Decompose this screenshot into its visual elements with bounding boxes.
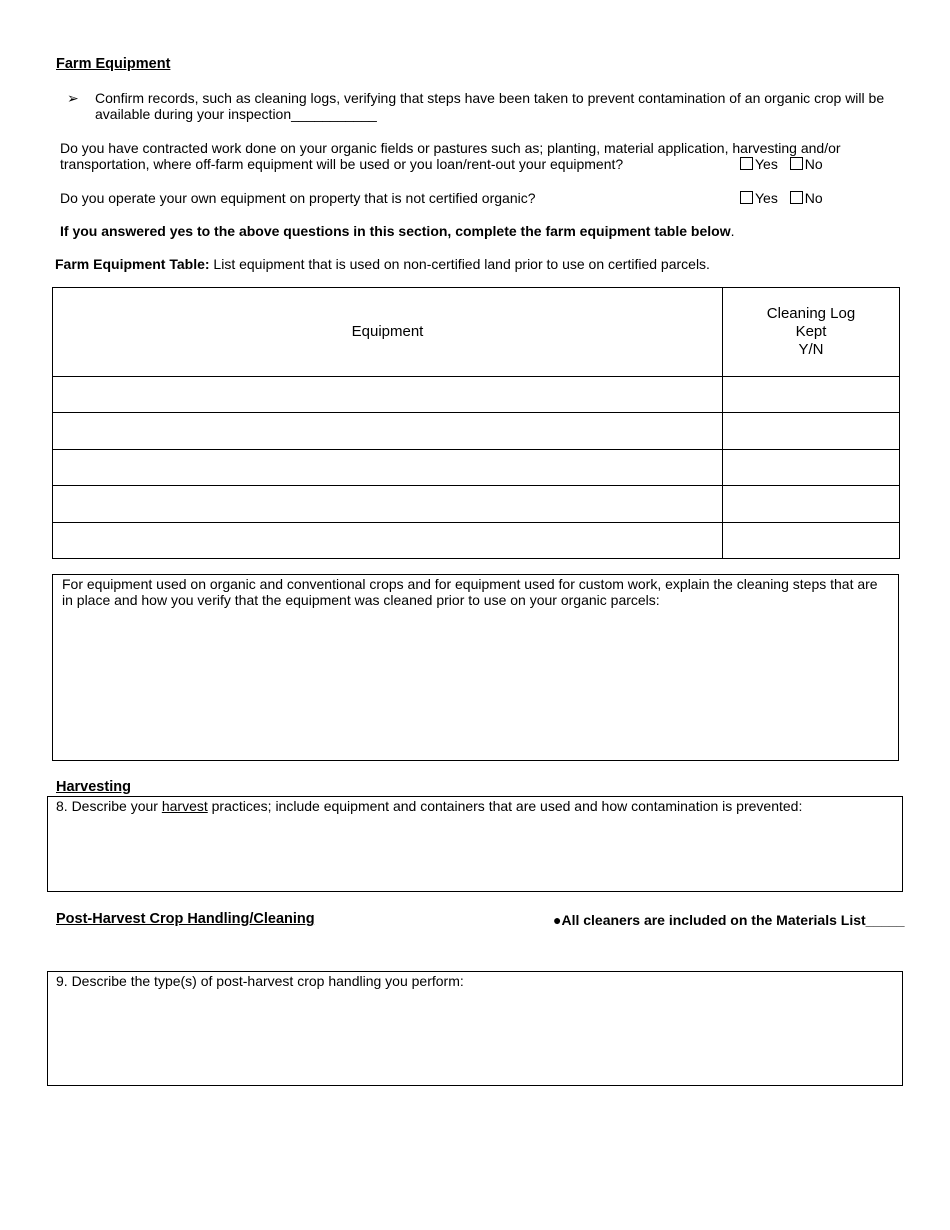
equipment-cell[interactable] <box>53 450 723 486</box>
instruction-bold: If you answered yes to the above questions in this section, complete the farm equipment table below <box>60 223 731 239</box>
table-row <box>53 450 900 486</box>
equipment-cell[interactable] <box>53 413 723 450</box>
instruction-text <box>60 223 734 239</box>
bullet-arrow-icon: ➢ <box>67 90 79 106</box>
section-heading-harvesting: Harvesting <box>56 779 131 795</box>
equipment-cell[interactable] <box>53 523 723 559</box>
yes-no-group-q2 <box>740 190 823 206</box>
yes-no-group-q1 <box>740 156 823 172</box>
harvest-practices-box[interactable] <box>47 796 903 892</box>
col-equipment-header: Equipment <box>53 288 723 377</box>
section-heading-post-harvest: Post-Harvest Crop Handling/Cleaning <box>56 911 315 927</box>
no-label: No <box>804 190 823 206</box>
cleaning-steps-box[interactable] <box>52 574 899 761</box>
post-harvest-handling-prompt: 9. Describe the type(s) of post-harvest crop handling you perform: <box>56 973 464 989</box>
q8-after: practices; include equipment and containers that are used and how contamination is prevented: <box>207 798 803 814</box>
section-heading-farm-equipment: Farm Equipment <box>56 56 171 72</box>
bullet-text: Confirm records, such as cleaning logs, verifying that steps have been taken to prevent contamination of an organic crop will be available during your inspection___________ <box>95 90 885 122</box>
no-checkbox[interactable] <box>790 191 803 204</box>
equipment-table <box>52 287 900 559</box>
equipment-cell[interactable] <box>53 377 723 413</box>
cleaners-materials-note: ●All cleaners are included on the Materials List_____ <box>553 912 905 928</box>
no-checkbox[interactable] <box>790 157 803 170</box>
col-log-line2: Kept <box>795 323 827 340</box>
cleaning-log-cell[interactable] <box>723 413 900 450</box>
table-row <box>53 413 900 450</box>
table-row <box>53 377 900 413</box>
cleaning-steps-prompt: For equipment used on organic and conventional crops and for equipment used for custom work, explain the cleaning steps that are in place and how you verify that the equipment was cleaned prior to use on your organic parcels: <box>62 576 878 608</box>
table-header-row <box>53 288 900 377</box>
table-title-rest: List equipment that is used on non-certified land prior to use on certified parcels. <box>209 256 710 272</box>
no-label: No <box>804 156 823 172</box>
table-title-bold: Farm Equipment Table: <box>55 256 210 272</box>
equipment-cell[interactable] <box>53 486 723 523</box>
col-cleaning-log-header <box>723 288 900 377</box>
question-own-equipment: Do you operate your own equipment on property that is not certified organic? <box>60 190 536 206</box>
yes-label: Yes <box>755 156 778 172</box>
harvest-practices-prompt <box>48 797 902 814</box>
table-row <box>53 523 900 559</box>
table-row <box>53 486 900 523</box>
cleaning-log-cell[interactable] <box>723 486 900 523</box>
cleaning-log-cell[interactable] <box>723 450 900 486</box>
yes-label: Yes <box>755 190 778 206</box>
col-log-line3: Y/N <box>798 341 824 358</box>
question-contracted-work-line1: Do you have contracted work done on your organic fields or pastures such as; planting, material application, harvesting and/or <box>60 140 841 156</box>
table-title <box>55 256 710 272</box>
q8-harvest: harvest <box>161 798 208 814</box>
cleaning-log-cell[interactable] <box>723 523 900 559</box>
yes-checkbox[interactable] <box>740 191 753 204</box>
instruction-period: . <box>730 223 735 239</box>
cleaning-log-cell[interactable] <box>723 377 900 413</box>
yes-checkbox[interactable] <box>740 157 753 170</box>
post-harvest-handling-box[interactable] <box>47 971 903 1086</box>
col-log-line1: Cleaning Log <box>766 305 856 322</box>
question-contracted-work-line2: transportation, where off-farm equipment will be used or you loan/rent-out your equipment? <box>60 156 624 172</box>
q8-before: 8. Describe your <box>56 798 162 814</box>
